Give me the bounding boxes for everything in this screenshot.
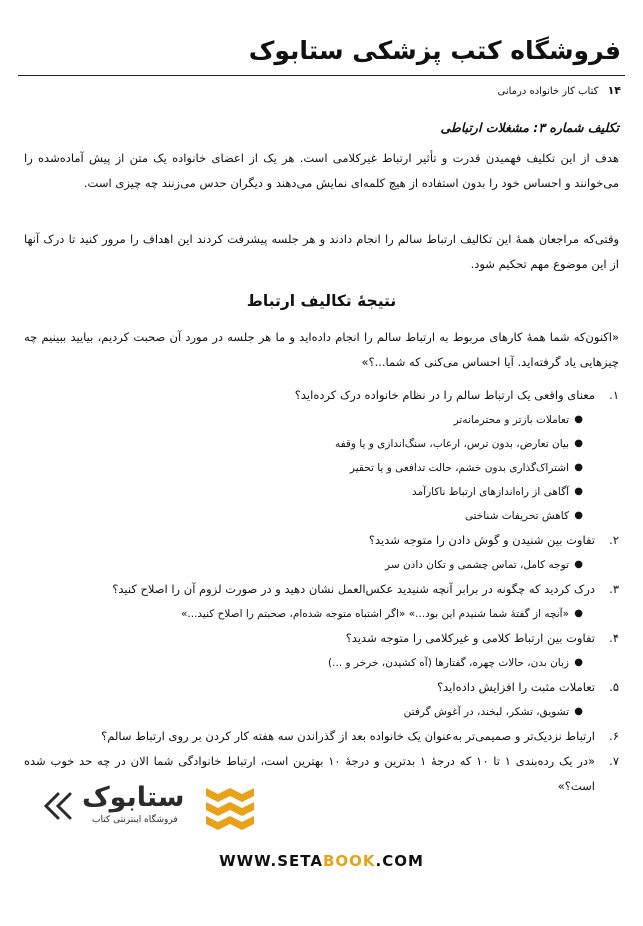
- bullet-icon: ●: [574, 559, 583, 570]
- bullet-item: [24, 456, 619, 480]
- question-text: تفاوت بین شنیدن و گوش دادن را متوجه شدید؟: [368, 533, 595, 547]
- bullet-item: [24, 553, 619, 577]
- question-item: [24, 577, 619, 602]
- bullet-icon: ●: [574, 414, 583, 425]
- watermark-logo: [38, 782, 278, 830]
- question-text: معنای واقعی یک ارتباط سالم را در نظام خانواده درک کرده‌اید؟: [294, 388, 595, 402]
- bullet-icon: ●: [574, 510, 583, 521]
- bullet-item: [24, 504, 619, 528]
- question-item: [24, 724, 619, 749]
- bullet-text: تعاملات بازتر و محترمانه‌تر: [453, 414, 569, 426]
- question-item: [24, 383, 619, 408]
- question-number: ۵.: [609, 680, 619, 694]
- bullet-text: زبان بدن، حالات چهره، گفتارها (آه کشیدن، خرخر و ...): [328, 657, 569, 669]
- bullet-item: [24, 432, 619, 456]
- question-text: ارتباط نزدیک‌تر و صمیمی‌تر به‌عنوان یک خانواده بعد از گذراندن سه هفته کار کردن بر روی ارتباط سالم؟: [101, 729, 595, 743]
- question-number: ۶.: [609, 729, 619, 743]
- store-title: فروشگاه کتب پزشکی ستابوک: [248, 36, 621, 65]
- question-text: درک کردید که چگونه در برابر آنچه شنیدید عکس‌العمل نشان دهید و در صورت لزوم آن را اصلاح کنید؟: [112, 582, 595, 596]
- page-number: ۱۴: [607, 84, 621, 97]
- bullet-icon: ●: [574, 608, 583, 619]
- question-number: ۳.: [609, 582, 619, 596]
- watermark-url: [0, 852, 643, 870]
- question-text: «در یک رده‌بندی ۱ تا ۱۰ که درجهٔ ۱ بدترین و درجهٔ ۱۰ بهترین است، ارتباط خانوادگی شما الان در چه حد خوب شده است؟»: [24, 754, 595, 793]
- question-item: [24, 626, 619, 651]
- bullet-text: اشتراک‌گذاری بدون خشم، حالت تدافعی و یا تحقیر: [349, 462, 569, 474]
- book-title: کتاب کار خانواده درمانی: [497, 86, 599, 97]
- question-number: ۲.: [609, 533, 619, 547]
- question-number: ۷.: [609, 754, 619, 768]
- section-intro: «اکنون‌که شما همهٔ کارهای مربوط به ارتباط سالم را انجام داده‌اید و ما هر جلسه در مورد آن صحبت کردیم، بیایید ببینیم چه چیزهایی یاد گرفته‌اید. آیا احساس می‌کنی که شما...؟»: [24, 330, 619, 369]
- question-text: تفاوت بین ارتباط کلامی و غیرکلامی را متوجه شدید؟: [345, 631, 595, 645]
- bullet-text: بیان تعارض، بدون ترس، ارعاب، سنگ‌اندازی و یا وقفه: [334, 438, 569, 450]
- bullet-text: «آنچه از گفتهٔ شما شنیدم این بود...» «اگر اشتباه متوجه شده‌ام، صحبتم را اصلاح کنید...»: [180, 608, 569, 620]
- watermark-url-accent: BOOK: [322, 852, 376, 870]
- bullet-icon: ●: [574, 657, 583, 668]
- running-head: [498, 84, 622, 97]
- question-number: ۴.: [609, 631, 619, 645]
- assignment-title: تکلیف شماره ۳: مشغلات ارتباطی: [440, 120, 619, 135]
- question-item: [24, 528, 619, 553]
- bullet-text: توجه کامل، تماس چشمی و تکان دادن سر: [385, 559, 569, 571]
- bullet-icon: ●: [574, 462, 583, 473]
- bullet-item: [24, 480, 619, 504]
- header-rule: [18, 75, 625, 76]
- bullet-icon: ●: [574, 438, 583, 449]
- bullet-item: [24, 602, 619, 626]
- watermark-tagline: فروشگاه اینترنتی کتاب: [92, 815, 178, 825]
- bullet-icon: ●: [574, 706, 583, 717]
- bullet-item: [24, 700, 619, 724]
- bullet-item: [24, 651, 619, 675]
- question-list: [24, 383, 619, 799]
- assignment-paragraph: هدف از این تکلیف فهمیدن قدرت و تأثیر ارتباط غیرکلامی است. هر یک از اعضای خانواده یک متن از پیش آماده‌شده را می‌خوانند و احساس خود را بدون استفاده از هیچ کلمه‌ای نمایش می‌دهند و دیگران حدس می‌زنند چه چیزی است.: [24, 151, 619, 190]
- bullet-text: آگاهی از راه‌اندازهای ارتباط ناکارآمد: [412, 486, 569, 498]
- bullet-item: [24, 408, 619, 432]
- watermark-logo-text: ستابوک: [82, 782, 185, 813]
- question-number: ۱.: [609, 388, 619, 402]
- assignment-paragraph: وقتی‌که مراجعان همهٔ این تکالیف ارتباط سالم را انجام دادند و هر جلسه پیشرفت کردند این اهداف را مرور کنید تا درک آنها از این موضوع مهم تحکیم شود.: [24, 232, 619, 271]
- bullet-icon: ●: [574, 486, 583, 497]
- question-text: تعاملات مثبت را افزایش داده‌اید؟: [437, 680, 595, 694]
- watermark-url-suffix: .COM: [375, 852, 424, 870]
- bullet-text: کاهش تحریفات شناختی: [464, 510, 569, 522]
- section-title: نتیجهٔ تکالیف ارتباط: [246, 292, 397, 310]
- bullet-text: تشویق، تشکر، لبخند، در آغوش گرفتن: [403, 706, 569, 718]
- question-item: [24, 675, 619, 700]
- watermark-url-prefix: WWW.SETA: [219, 852, 323, 870]
